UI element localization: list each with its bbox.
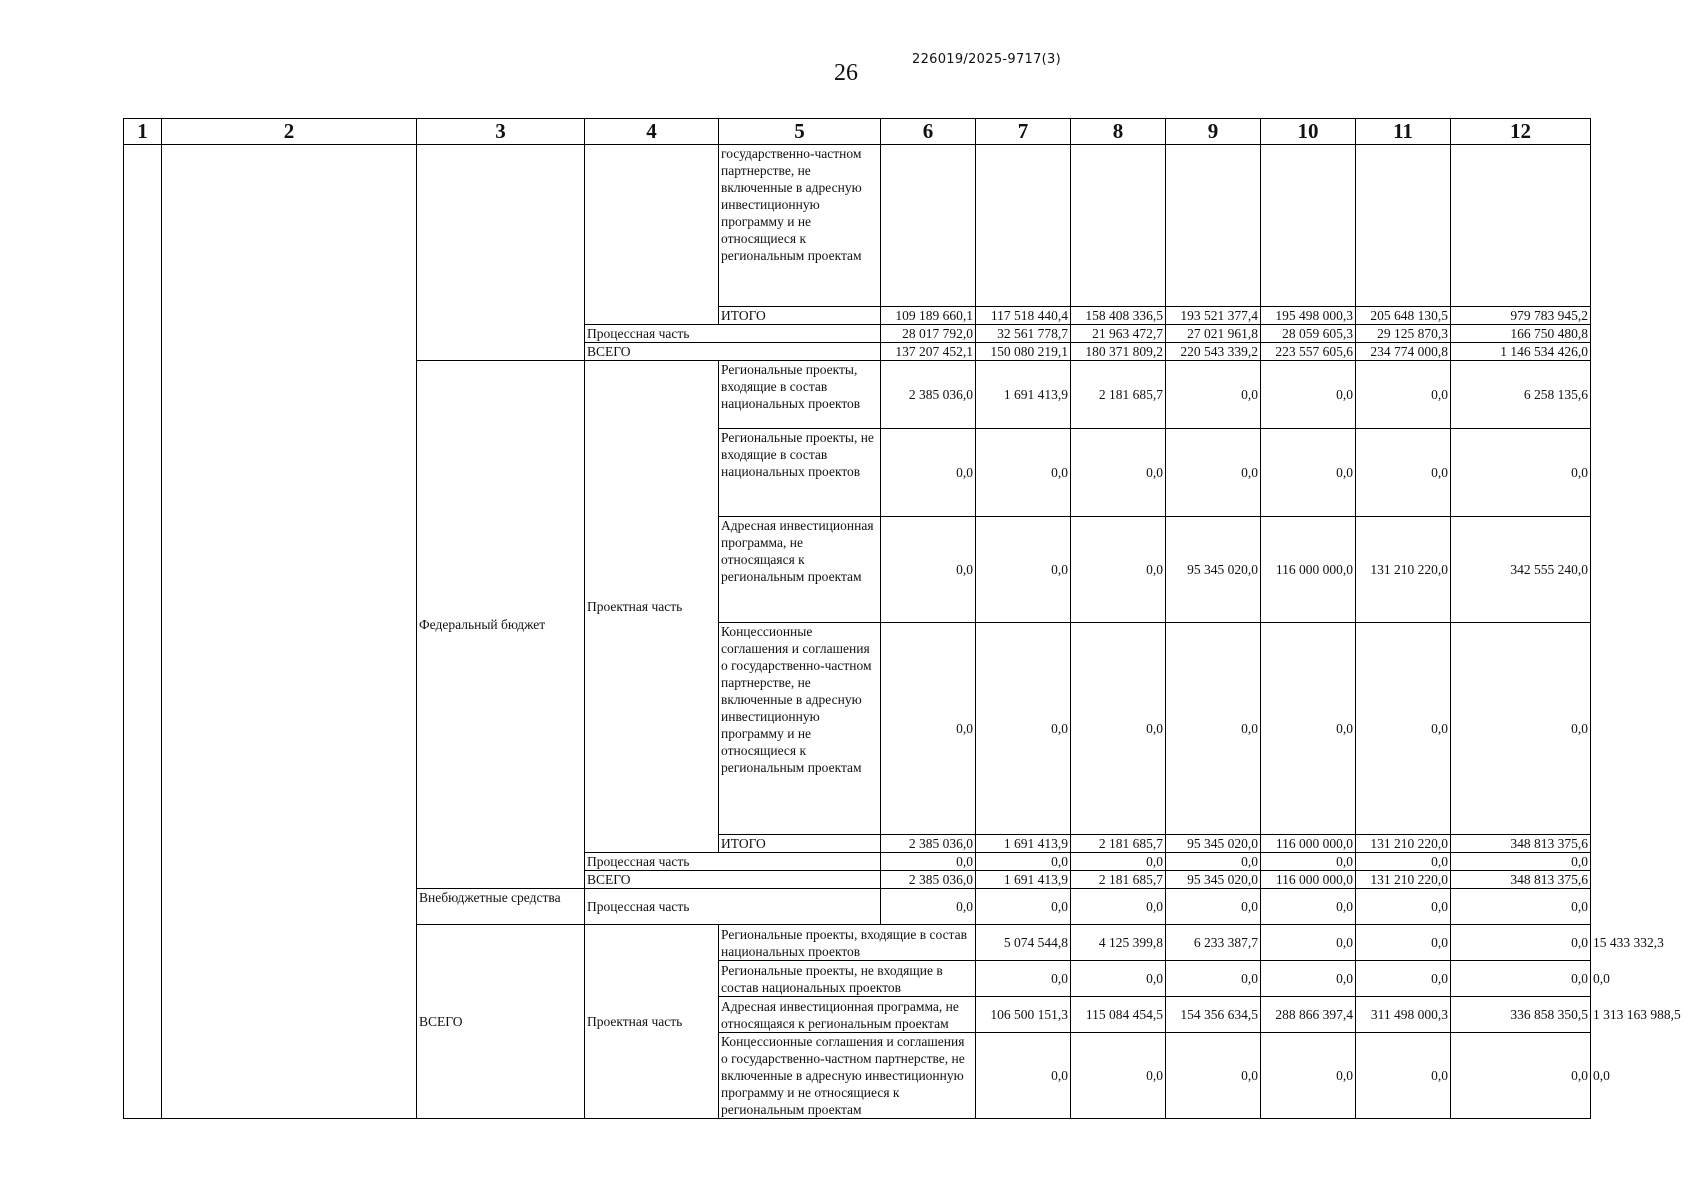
row-label-conc: Концессионные соглашения и соглашения о государственно-частном партнерстве, не включенные в адресную инвестиционную программу и не относящиеся к региональным проектам: [719, 1033, 976, 1119]
value-cell: 1 691 413,9: [976, 361, 1071, 429]
value-cell: 0,0: [976, 429, 1071, 517]
value-cell: 0,0: [976, 623, 1071, 835]
value-cell: [1166, 145, 1261, 307]
row-label-aip: Адресная инвестиционная программа, не относящаяся к региональным проектам: [719, 997, 976, 1033]
value-cell: 137 207 452,1: [881, 343, 976, 361]
value-cell: 2 385 036,0: [881, 871, 976, 889]
value-cell: 0,0: [1261, 925, 1356, 961]
value-cell: 342 555 240,0: [1451, 517, 1591, 623]
value-cell: 0,0: [1356, 853, 1451, 871]
value-cell: 0,0: [1166, 429, 1261, 517]
federal-budget-label: Федеральный бюджет: [417, 361, 585, 889]
cell-col3: [417, 145, 585, 361]
col-header: 6: [881, 119, 976, 145]
value-cell: 0,0: [1261, 429, 1356, 517]
col-header: 8: [1071, 119, 1166, 145]
value-cell: 0,0: [1166, 961, 1261, 997]
value-cell: 0,0: [1261, 853, 1356, 871]
value-cell: 348 813 375,6: [1451, 871, 1591, 889]
value-cell: 180 371 809,2: [1071, 343, 1166, 361]
document-code: 226019/2025-9717(3): [912, 52, 1061, 67]
col-header: 5: [719, 119, 881, 145]
value-cell: 28 059 605,3: [1261, 325, 1356, 343]
value-cell: 1 691 413,9: [976, 871, 1071, 889]
column-number-row: [124, 119, 1591, 145]
value-cell: 0,0: [1071, 889, 1166, 925]
value-cell: 0,0: [1356, 623, 1451, 835]
row-label-process: Процессная часть: [585, 889, 881, 925]
value-cell: 2 181 685,7: [1071, 871, 1166, 889]
value-cell: 0,0: [1166, 853, 1261, 871]
row-label-ppp: государственно-частном партнерстве, не включенные в адресную инвестиционную программу и не относящиеся к региональным проектам: [719, 145, 881, 307]
value-cell: [1261, 145, 1356, 307]
value-cell: 0,0: [1166, 889, 1261, 925]
project-part-label: Проектная часть: [585, 361, 719, 853]
value-cell: 2 181 685,7: [1071, 835, 1166, 853]
value-cell: 6 258 135,6: [1451, 361, 1591, 429]
value-cell: 0,0: [1071, 623, 1166, 835]
row-label-itogo: ИТОГО: [719, 835, 881, 853]
value-cell: [1451, 145, 1591, 307]
budget-table: [123, 118, 1681, 1119]
cell-col1: [124, 145, 162, 1119]
table-row: ВСЕГО Проектная часть Региональные проекты, входящие в состав национальных проектов 5 074 544,8 4 125 399,8 6 233 387,7 0,0 0,0 0,0 15 433 332,3: [124, 925, 1591, 961]
value-cell: 95 345 020,0: [1166, 835, 1261, 853]
value-cell: 0,0: [1451, 961, 1591, 997]
value-cell: 0,0: [1071, 517, 1166, 623]
col-header: 3: [417, 119, 585, 145]
value-cell: 1 691 413,9: [976, 835, 1071, 853]
value-cell: 0,0: [881, 623, 976, 835]
value-cell: 0,0: [1261, 1033, 1356, 1119]
col-header: 2: [162, 119, 417, 145]
offbudget-label: Внебюджетные средства: [417, 889, 585, 925]
value-cell: 0,0: [976, 517, 1071, 623]
value-cell: 0,0: [1261, 889, 1356, 925]
page-number: 26: [834, 60, 858, 86]
value-cell: [881, 145, 976, 307]
value-cell: 0,0: [1166, 361, 1261, 429]
value-cell: 0,0: [1261, 623, 1356, 835]
table-row: Региональные проекты, не входящие в состав национальных проектов 0,0 0,0 0,0 0,0 0,0 0,0 0,0: [124, 961, 1591, 997]
value-cell: 95 345 020,0: [1166, 517, 1261, 623]
value-cell: 28 017 792,0: [881, 325, 976, 343]
value-cell: 0,0: [1356, 925, 1451, 961]
value-cell: 0,0: [1071, 1033, 1166, 1119]
value-cell: 234 774 000,8: [1356, 343, 1451, 361]
value-cell: 979 783 945,2: [1451, 307, 1591, 325]
value-cell: 0,0: [1166, 623, 1261, 835]
value-cell: 220 543 339,2: [1166, 343, 1261, 361]
value-cell: 311 498 000,3: [1356, 997, 1451, 1033]
value-cell: 32 561 778,7: [976, 325, 1071, 343]
value-cell: 195 498 000,3: [1261, 307, 1356, 325]
value-cell: 336 858 350,5: [1451, 997, 1591, 1033]
value-cell: 106 500 151,3: [976, 997, 1071, 1033]
value-cell: 150 080 219,1: [976, 343, 1071, 361]
col-header: 4: [585, 119, 719, 145]
cell-col4: [585, 145, 719, 325]
row-label-reg-out: Региональные проекты, не входящие в состав национальных проектов: [719, 961, 976, 997]
value-cell: 0,0: [1166, 1033, 1261, 1119]
value-cell: 0,0: [1451, 889, 1591, 925]
value-cell: 0,0: [1356, 961, 1451, 997]
value-cell: 27 021 961,8: [1166, 325, 1261, 343]
value-cell: 6 233 387,7: [1166, 925, 1261, 961]
value-cell: 115 084 454,5: [1071, 997, 1166, 1033]
row-label-vsego: ВСЕГО: [585, 343, 881, 361]
value-cell: 0,0: [1071, 961, 1166, 997]
value-cell: [1356, 145, 1451, 307]
value-cell: 0,0: [1071, 429, 1166, 517]
col-header: 12: [1451, 119, 1591, 145]
value-cell: 0,0: [976, 1033, 1071, 1119]
value-cell: 131 210 220,0: [1356, 835, 1451, 853]
value-cell: 95 345 020,0: [1166, 871, 1261, 889]
value-cell: 0,0: [1451, 623, 1591, 835]
value-cell: 2 385 036,0: [881, 835, 976, 853]
value-cell: 0,0: [1071, 853, 1166, 871]
col-header: 9: [1166, 119, 1261, 145]
value-cell: 131 210 220,0: [1356, 517, 1451, 623]
project-part-label: Проектная часть: [585, 925, 719, 1119]
value-cell: 2 181 685,7: [1071, 361, 1166, 429]
value-cell: 154 356 634,5: [1166, 997, 1261, 1033]
value-cell: [976, 145, 1071, 307]
value-cell: 116 000 000,0: [1261, 835, 1356, 853]
col-header: 1: [124, 119, 162, 145]
col-header: 11: [1356, 119, 1451, 145]
table-row: [124, 145, 1591, 307]
value-cell: 0,0: [1451, 429, 1591, 517]
row-label-vsego: ВСЕГО: [585, 871, 881, 889]
value-cell: 158 408 336,5: [1071, 307, 1166, 325]
value-cell: 0,0: [1261, 961, 1356, 997]
value-cell: 0,0: [976, 889, 1071, 925]
value-cell: 348 813 375,6: [1451, 835, 1591, 853]
value-cell: 2 385 036,0: [881, 361, 976, 429]
row-label-reg-in: Региональные проекты, входящие в состав национальных проектов: [719, 925, 976, 961]
col-header: 10: [1261, 119, 1356, 145]
row-label-reg-out: Региональные проекты, не входящие в состав национальных проектов: [719, 429, 881, 517]
value-cell: 29 125 870,3: [1356, 325, 1451, 343]
value-cell: 205 648 130,5: [1356, 307, 1451, 325]
row-label-conc: Концессионные соглашения и соглашения о государственно-частном партнерстве, не включенные в адресную инвестиционную программу и не относящиеся к региональным проектам: [719, 623, 881, 835]
row-label-process: Процессная часть: [585, 853, 881, 871]
value-cell: 223 557 605,6: [1261, 343, 1356, 361]
value-cell: [1071, 145, 1166, 307]
col-header: 7: [976, 119, 1071, 145]
row-label-process: Процессная часть: [585, 325, 881, 343]
total-label: ВСЕГО: [417, 925, 585, 1119]
value-cell: 5 074 544,8: [976, 925, 1071, 961]
value-cell: 4 125 399,8: [1071, 925, 1166, 961]
table-row: Адресная инвестиционная программа, не относящаяся к региональным проектам 106 500 151,3 115 084 454,5 154 356 634,5 288 866 397,4 311 498 000,3 336 858 350,5 1 313 163 988,5: [124, 997, 1591, 1033]
value-cell: 0,0: [881, 429, 976, 517]
value-cell: 0,0: [976, 961, 1071, 997]
cell-col2: [162, 145, 417, 1119]
value-cell: 288 866 397,4: [1261, 997, 1356, 1033]
value-cell: 0,0: [976, 853, 1071, 871]
value-cell: 0,0: [1356, 889, 1451, 925]
row-label-aip: Адресная инвестиционная программа, не относящаяся к региональным проектам: [719, 517, 881, 623]
value-cell: 131 210 220,0: [1356, 871, 1451, 889]
value-cell: 116 000 000,0: [1261, 517, 1356, 623]
value-cell: 0,0: [881, 853, 976, 871]
value-cell: 0,0: [1261, 361, 1356, 429]
value-cell: 0,0: [1451, 1033, 1591, 1119]
value-cell: 0,0: [1356, 429, 1451, 517]
value-cell: 1 146 534 426,0: [1451, 343, 1591, 361]
row-label-reg-in: Региональные проекты, входящие в состав национальных проектов: [719, 361, 881, 429]
value-cell: 0,0: [881, 517, 976, 623]
value-cell: 0,0: [1356, 1033, 1451, 1119]
value-cell: 117 518 440,4: [976, 307, 1071, 325]
value-cell: 0,0: [1356, 361, 1451, 429]
table-row: Концессионные соглашения и соглашения о государственно-частном партнерстве, не включенные в адресную инвестиционную программу и не относящиеся к региональным проектам 0,0 0,0 0,0 0,0 0,0 0,0 0,0: [124, 1033, 1591, 1119]
value-cell: 193 521 377,4: [1166, 307, 1261, 325]
value-cell: 116 000 000,0: [1261, 871, 1356, 889]
value-cell: 166 750 480,8: [1451, 325, 1591, 343]
row-label-itogo: ИТОГО: [719, 307, 881, 325]
value-cell: 0,0: [1451, 925, 1591, 961]
value-cell: 109 189 660,1: [881, 307, 976, 325]
value-cell: 21 963 472,7: [1071, 325, 1166, 343]
value-cell: 0,0: [881, 889, 976, 925]
value-cell: 0,0: [1451, 853, 1591, 871]
